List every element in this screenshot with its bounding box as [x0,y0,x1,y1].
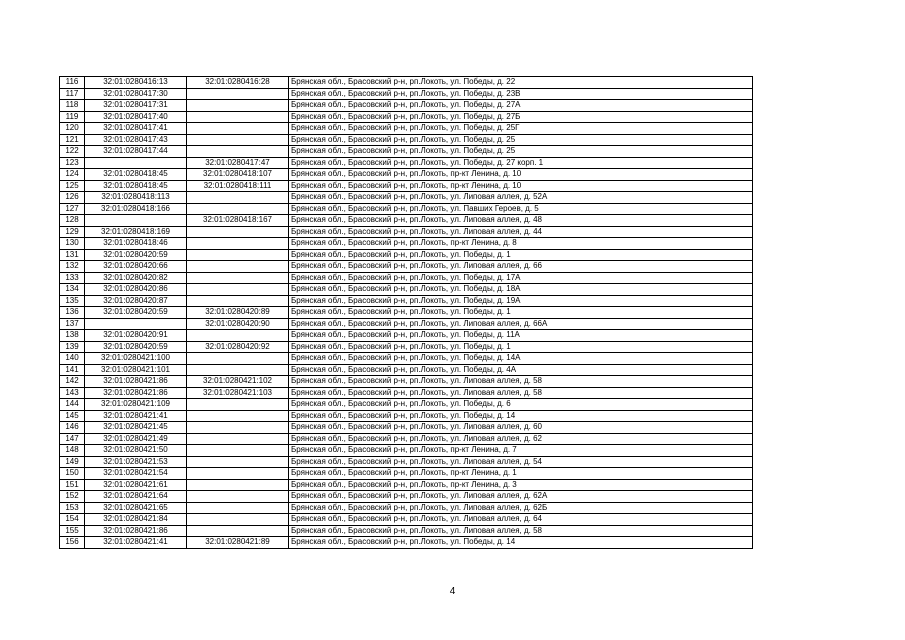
row-number-cell: 149 [60,456,85,468]
building-cadastral-number-cell [187,100,289,112]
table-row [60,169,753,181]
row-number-cell: 148 [60,445,85,457]
row-number-cell: 125 [60,180,85,192]
row-number-cell: 117 [60,88,85,100]
row-number-cell: 144 [60,399,85,411]
address-cell: Брянская обл., Брасовский р-н, рп.Локоть, ул. Победы, д. 27А [289,100,753,112]
row-number-cell: 146 [60,422,85,434]
building-cadastral-number-cell [187,226,289,238]
row-number-cell: 140 [60,353,85,365]
table-row [60,226,753,238]
building-cadastral-number-cell [187,238,289,250]
address-cell: Брянская обл., Брасовский р-н, рп.Локоть, пр-кт Ленина, д. 1 [289,468,753,480]
building-cadastral-number-cell: 32:01:0280418:111 [187,180,289,192]
address-cell: Брянская обл., Брасовский р-н, рп.Локоть, ул. Победы, д. 1 [289,307,753,319]
cadastral-number-cell: 32:01:0280421:50 [85,445,187,457]
cadastral-number-cell: 32:01:0280421:54 [85,468,187,480]
cadastral-number-cell: 32:01:0280418:46 [85,238,187,250]
table-row [60,123,753,135]
row-number-cell: 156 [60,537,85,549]
address-cell: Брянская обл., Брасовский р-н, рп.Локоть, ул. Победы, д. 14 [289,410,753,422]
address-cell: Брянская обл., Брасовский р-н, рп.Локоть, ул. Липовая аллея, д. 64 [289,514,753,526]
cadastral-number-cell: 32:01:0280421:45 [85,422,187,434]
table-row [60,295,753,307]
building-cadastral-number-cell [187,491,289,503]
table-row [60,330,753,342]
address-cell: Брянская обл., Брасовский р-н, рп.Локоть, ул. Липовая аллея, д. 66 [289,261,753,273]
row-number-cell: 137 [60,318,85,330]
building-cadastral-number-cell [187,192,289,204]
row-number-cell: 142 [60,376,85,388]
table-row [60,238,753,250]
cadastral-number-cell: 32:01:0280418:113 [85,192,187,204]
building-cadastral-number-cell [187,399,289,411]
address-cell: Брянская обл., Брасовский р-н, рп.Локоть, ул. Липовая аллея, д. 54 [289,456,753,468]
cadastral-number-cell: 32:01:0280417:30 [85,88,187,100]
row-number-cell: 120 [60,123,85,135]
address-cell: Брянская обл., Брасовский р-н, рп.Локоть, ул. Победы, д. 23В [289,88,753,100]
building-cadastral-number-cell [187,249,289,261]
cadastral-number-cell: 32:01:0280421:100 [85,353,187,365]
address-cell: Брянская обл., Брасовский р-н, рп.Локоть, пр-кт Ленина, д. 10 [289,180,753,192]
registry-table [59,76,753,549]
address-cell: Брянская обл., Брасовский р-н, рп.Локоть, ул. Липовая аллея, д. 58 [289,387,753,399]
building-cadastral-number-cell [187,111,289,123]
table-row [60,146,753,158]
row-number-cell: 134 [60,284,85,296]
cadastral-number-cell: 32:01:0280421:61 [85,479,187,491]
address-cell: Брянская обл., Брасовский р-н, рп.Локоть, ул. Победы, д. 18А [289,284,753,296]
address-cell: Брянская обл., Брасовский р-н, рп.Локоть, ул. Липовая аллея, д. 58 [289,525,753,537]
row-number-cell: 119 [60,111,85,123]
table-row [60,272,753,284]
building-cadastral-number-cell [187,479,289,491]
building-cadastral-number-cell [187,514,289,526]
row-number-cell: 151 [60,479,85,491]
address-cell: Брянская обл., Брасовский р-н, рп.Локоть, ул. Победы, д. 11А [289,330,753,342]
cadastral-number-cell: 32:01:0280417:44 [85,146,187,158]
building-cadastral-number-cell: 32:01:0280420:92 [187,341,289,353]
cadastral-number-cell: 32:01:0280421:109 [85,399,187,411]
row-number-cell: 138 [60,330,85,342]
address-cell: Брянская обл., Брасовский р-н, рп.Локоть, ул. Победы, д. 1 [289,341,753,353]
table-row [60,491,753,503]
address-cell: Брянская обл., Брасовский р-н, рп.Локоть, пр-кт Ленина, д. 7 [289,445,753,457]
building-cadastral-number-cell [187,203,289,215]
cadastral-number-cell: 32:01:0280421:86 [85,525,187,537]
cadastral-number-cell: 32:01:0280421:101 [85,364,187,376]
cadastral-number-cell: 32:01:0280420:87 [85,295,187,307]
table-row [60,353,753,365]
cadastral-number-cell [85,318,187,330]
table-row [60,387,753,399]
table-row [60,422,753,434]
cadastral-number-cell: 32:01:0280421:49 [85,433,187,445]
cadastral-number-cell: 32:01:0280420:59 [85,249,187,261]
address-cell: Брянская обл., Брасовский р-н, рп.Локоть, ул. Победы, д. 1 [289,249,753,261]
table-row [60,307,753,319]
table-row [60,284,753,296]
table-row [60,249,753,261]
cadastral-number-cell: 32:01:0280418:166 [85,203,187,215]
address-cell: Брянская обл., Брасовский р-н, рп.Локоть, ул. Победы, д. 27Б [289,111,753,123]
cadastral-number-cell [85,215,187,227]
building-cadastral-number-cell [187,364,289,376]
cadastral-number-cell: 32:01:0280421:64 [85,491,187,503]
building-cadastral-number-cell [187,261,289,273]
table-row [60,537,753,549]
building-cadastral-number-cell [187,433,289,445]
cadastral-number-cell: 32:01:0280418:45 [85,180,187,192]
building-cadastral-number-cell: 32:01:0280417:47 [187,157,289,169]
address-cell: Брянская обл., Брасовский р-н, рп.Локоть, ул. Липовая аллея, д. 62Б [289,502,753,514]
building-cadastral-number-cell [187,272,289,284]
address-cell: Брянская обл., Брасовский р-н, рп.Локоть, пр-кт Ленина, д. 3 [289,479,753,491]
table-row [60,77,753,89]
cadastral-number-cell: 32:01:0280417:31 [85,100,187,112]
table-row [60,479,753,491]
cadastral-number-cell: 32:01:0280417:43 [85,134,187,146]
table-row [60,341,753,353]
table-row [60,502,753,514]
address-cell: Брянская обл., Брасовский р-н, рп.Локоть, ул. Победы, д. 25 [289,146,753,158]
building-cadastral-number-cell: 32:01:0280418:107 [187,169,289,181]
building-cadastral-number-cell: 32:01:0280420:89 [187,307,289,319]
table-row [60,88,753,100]
row-number-cell: 121 [60,134,85,146]
row-number-cell: 129 [60,226,85,238]
address-cell: Брянская обл., Брасовский р-н, рп.Локоть, пр-кт Ленина, д. 10 [289,169,753,181]
row-number-cell: 118 [60,100,85,112]
address-cell: Брянская обл., Брасовский р-н, рп.Локоть, ул. Победы, д. 4А [289,364,753,376]
address-cell: Брянская обл., Брасовский р-н, рп.Локоть, ул. Победы, д. 14 [289,537,753,549]
row-number-cell: 155 [60,525,85,537]
cadastral-number-cell: 32:01:0280421:86 [85,387,187,399]
building-cadastral-number-cell: 32:01:0280420:90 [187,318,289,330]
cadastral-number-cell: 32:01:0280421:86 [85,376,187,388]
table-row [60,134,753,146]
address-cell: Брянская обл., Брасовский р-н, рп.Локоть, ул. Победы, д. 17А [289,272,753,284]
cadastral-number-cell: 32:01:0280421:41 [85,537,187,549]
cadastral-number-cell: 32:01:0280420:86 [85,284,187,296]
cadastral-number-cell: 32:01:0280421:84 [85,514,187,526]
row-number-cell: 133 [60,272,85,284]
row-number-cell: 136 [60,307,85,319]
cadastral-number-cell: 32:01:0280420:82 [85,272,187,284]
row-number-cell: 154 [60,514,85,526]
row-number-cell: 147 [60,433,85,445]
address-cell: Брянская обл., Брасовский р-н, рп.Локоть, ул. Липовая аллея, д. 48 [289,215,753,227]
row-number-cell: 153 [60,502,85,514]
row-number-cell: 139 [60,341,85,353]
building-cadastral-number-cell [187,525,289,537]
row-number-cell: 122 [60,146,85,158]
cadastral-number-cell: 32:01:0280420:91 [85,330,187,342]
table-row [60,376,753,388]
row-number-cell: 143 [60,387,85,399]
address-cell: Брянская обл., Брасовский р-н, рп.Локоть, ул. Победы, д. 19А [289,295,753,307]
building-cadastral-number-cell [187,502,289,514]
row-number-cell: 132 [60,261,85,273]
table-row [60,100,753,112]
table-row [60,180,753,192]
cadastral-number-cell: 32:01:0280416:13 [85,77,187,89]
row-number-cell: 128 [60,215,85,227]
address-cell: Брянская обл., Брасовский р-н, рп.Локоть, ул. Липовая аллея, д. 44 [289,226,753,238]
address-cell: Брянская обл., Брасовский р-н, рп.Локоть, ул. Победы, д. 6 [289,399,753,411]
address-cell: Брянская обл., Брасовский р-н, рп.Локоть, ул. Липовая аллея, д. 58 [289,376,753,388]
row-number-cell: 116 [60,77,85,89]
table-row [60,318,753,330]
row-number-cell: 127 [60,203,85,215]
row-number-cell: 141 [60,364,85,376]
building-cadastral-number-cell [187,295,289,307]
address-cell: Брянская обл., Брасовский р-н, рп.Локоть, пр-кт Ленина, д. 8 [289,238,753,250]
cadastral-number-cell: 32:01:0280420:59 [85,341,187,353]
cadastral-number-cell: 32:01:0280420:66 [85,261,187,273]
building-cadastral-number-cell [187,123,289,135]
building-cadastral-number-cell [187,88,289,100]
building-cadastral-number-cell: 32:01:0280421:103 [187,387,289,399]
address-cell: Брянская обл., Брасовский р-н, рп.Локоть, ул. Липовая аллея, д. 62А [289,491,753,503]
row-number-cell: 130 [60,238,85,250]
table-row [60,111,753,123]
cadastral-number-cell: 32:01:0280421:65 [85,502,187,514]
address-cell: Брянская обл., Брасовский р-н, рп.Локоть, ул. Липовая аллея, д. 66А [289,318,753,330]
table-row [60,192,753,204]
building-cadastral-number-cell [187,146,289,158]
table-row [60,468,753,480]
row-number-cell: 124 [60,169,85,181]
address-cell: Брянская обл., Брасовский р-н, рп.Локоть, ул. Липовая аллея, д. 60 [289,422,753,434]
cadastral-number-cell: 32:01:0280421:41 [85,410,187,422]
building-cadastral-number-cell [187,456,289,468]
table-row [60,157,753,169]
building-cadastral-number-cell [187,284,289,296]
table-row [60,203,753,215]
building-cadastral-number-cell [187,445,289,457]
building-cadastral-number-cell [187,410,289,422]
building-cadastral-number-cell: 32:01:0280421:102 [187,376,289,388]
building-cadastral-number-cell [187,422,289,434]
address-cell: Брянская обл., Брасовский р-н, рп.Локоть, ул. Павших Героев, д. 5 [289,203,753,215]
table-row [60,399,753,411]
building-cadastral-number-cell: 32:01:0280416:28 [187,77,289,89]
table-row [60,433,753,445]
building-cadastral-number-cell [187,330,289,342]
building-cadastral-number-cell [187,468,289,480]
row-number-cell: 152 [60,491,85,503]
building-cadastral-number-cell [187,134,289,146]
cadastral-number-cell [85,157,187,169]
building-cadastral-number-cell: 32:01:0280418:167 [187,215,289,227]
cadastral-number-cell: 32:01:0280421:53 [85,456,187,468]
address-cell: Брянская обл., Брасовский р-н, рп.Локоть, ул. Победы, д. 14А [289,353,753,365]
row-number-cell: 131 [60,249,85,261]
row-number-cell: 123 [60,157,85,169]
address-cell: Брянская обл., Брасовский р-н, рп.Локоть, ул. Липовая аллея, д. 52А [289,192,753,204]
registry-table-body [60,77,753,549]
table-row [60,514,753,526]
address-cell: Брянская обл., Брасовский р-н, рп.Локоть, ул. Победы, д. 25 [289,134,753,146]
row-number-cell: 150 [60,468,85,480]
address-cell: Брянская обл., Брасовский р-н, рп.Локоть, ул. Победы, д. 25Г [289,123,753,135]
page-number: 4 [449,586,456,597]
table-row [60,364,753,376]
address-cell: Брянская обл., Брасовский р-н, рп.Локоть, ул. Победы, д. 27 корп. 1 [289,157,753,169]
cadastral-number-cell: 32:01:0280420:59 [85,307,187,319]
table-row [60,261,753,273]
table-row [60,456,753,468]
table-row [60,215,753,227]
building-cadastral-number-cell [187,353,289,365]
row-number-cell: 135 [60,295,85,307]
cadastral-number-cell: 32:01:0280418:45 [85,169,187,181]
cadastral-number-cell: 32:01:0280417:41 [85,123,187,135]
table-row [60,445,753,457]
cadastral-number-cell: 32:01:0280418:169 [85,226,187,238]
address-cell: Брянская обл., Брасовский р-н, рп.Локоть, ул. Победы, д. 22 [289,77,753,89]
row-number-cell: 126 [60,192,85,204]
building-cadastral-number-cell: 32:01:0280421:89 [187,537,289,549]
row-number-cell: 145 [60,410,85,422]
table-row [60,410,753,422]
address-cell: Брянская обл., Брасовский р-н, рп.Локоть, ул. Липовая аллея, д. 62 [289,433,753,445]
cadastral-number-cell: 32:01:0280417:40 [85,111,187,123]
table-row [60,525,753,537]
